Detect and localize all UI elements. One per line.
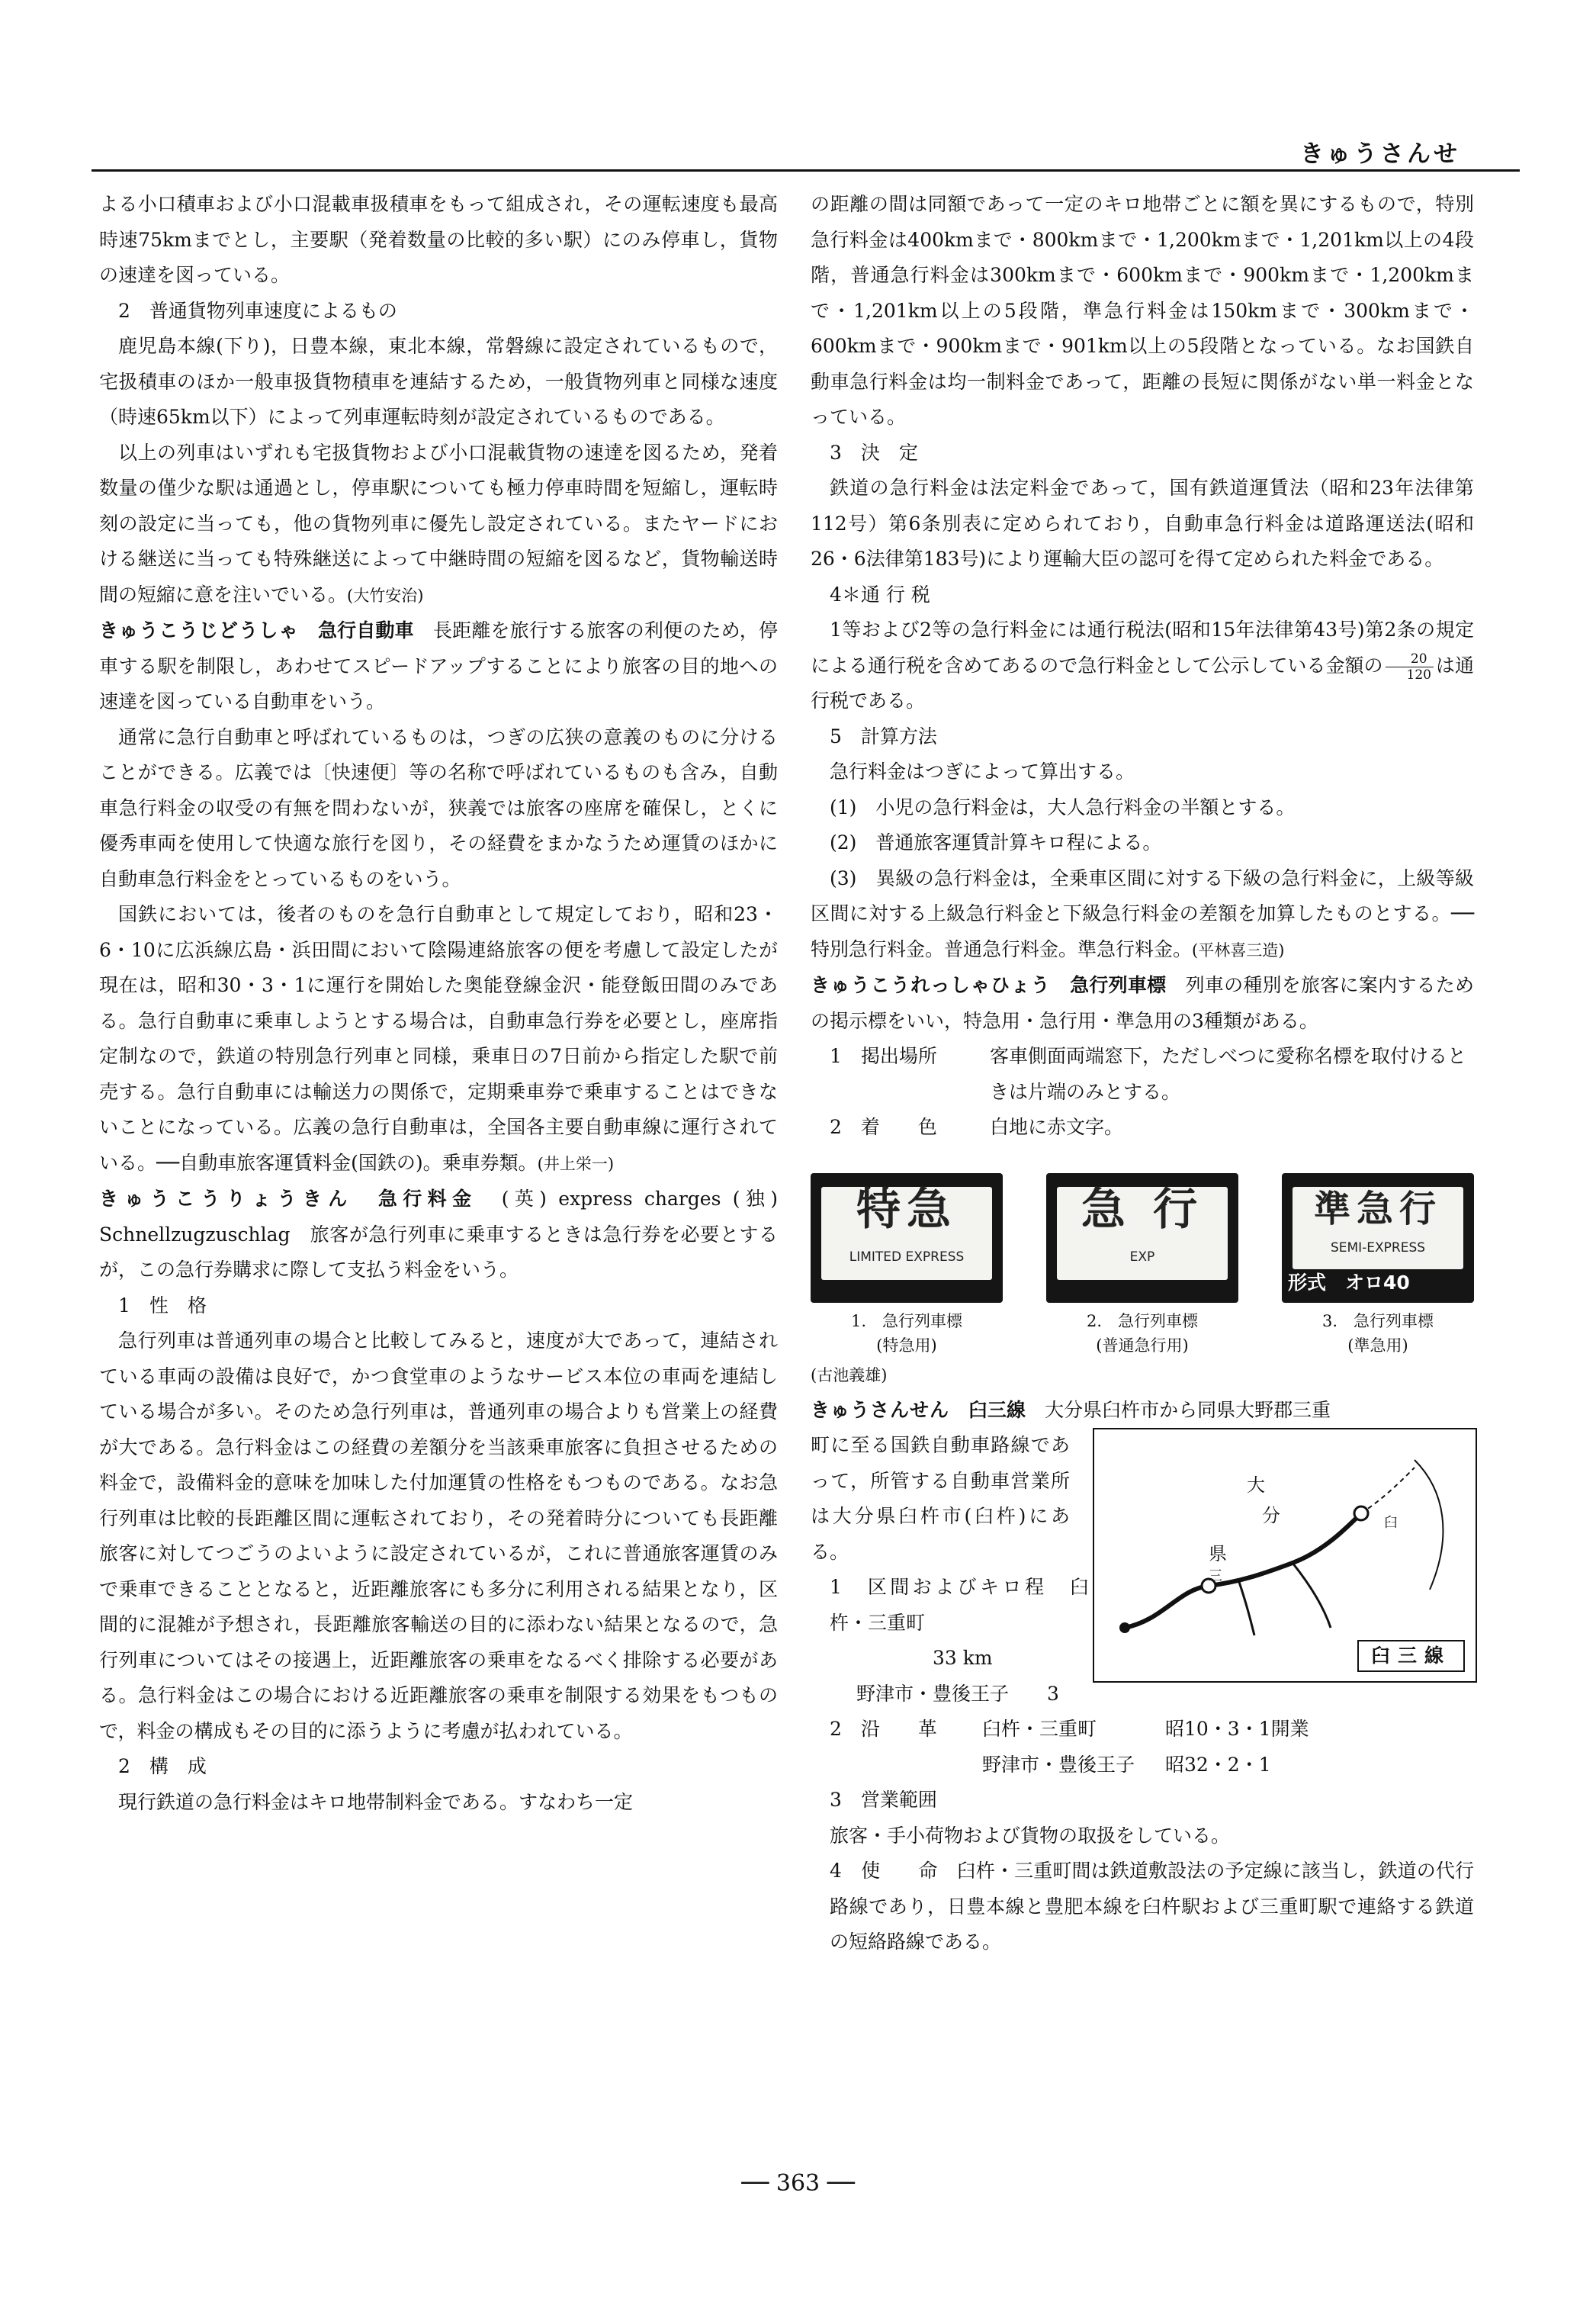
section-heading: 1 区間およびキロ程 臼杵・三重町 bbox=[830, 1576, 1089, 1634]
author-citation: (井上栄一) bbox=[537, 1154, 615, 1173]
detail-label: 1 掲出場所 bbox=[830, 1045, 937, 1067]
paragraph: 鹿児島本線(下り)，日豊本線，東北本線，常磐線に設定されているもので，宅扱積車のほか一般車扱貨物積車を連結するため，一般貨物列車と同様な速度（時速65km以下）によって列車運転時刻が設定されているものである。 bbox=[99, 335, 778, 428]
paragraph: 旅客・手小荷物および貨物の取扱をしている。 bbox=[830, 1824, 1231, 1847]
entry-headword-kanji: 急行自動車 bbox=[317, 619, 414, 641]
author-citation: (大竹安治) bbox=[347, 586, 424, 605]
detail-text: 客車側面両端窓下，ただしべつに愛称名標を取付けるときは片端のみとする。 bbox=[990, 1045, 1467, 1103]
distance-row: 野津市・豊後王子 3 bbox=[856, 1682, 1059, 1705]
paragraph: 以上の列車はいずれも宅扱貨物および小口混載貨物の速達を図るため，発着数量の僅少な駅は通過とし，停車駅についても極力停車時間を短縮し，運転時刻の設定に当っても，他の貨物列車に優先し設定されている。またヤードにおける継送に当っても特殊継送によって中継時間の短縮を図るなど，貨物輸送時間の短縮に意を注いでいる。(大竹安治) bbox=[99, 441, 778, 606]
author-citation: (古池義雄) bbox=[811, 1365, 888, 1384]
history-route: 野津市・豊後王子 bbox=[982, 1753, 1135, 1776]
photo-caption: 3. 急行列車標 (準急用) bbox=[1321, 1311, 1434, 1355]
entry-kyuko-jidosha bbox=[99, 613, 778, 720]
paragraph: の距離の間は同額であって一定のキロ地帯ごとに額を異にするもので，特別急行料金は400kmまで・800kmまで・1,200kmまで・1,201km以上の4段階，普通急行料金は300kmまで・600kmまで・900kmまで・1,200kmまで・1,201km以上の5段階，準急行料金は150kmまで・300kmまで・600kmまで・900kmまで・901km以上の5段階となっている。なお国鉄自動車急行料金は均一制料金であって，距離の長短に関係がない単一料金となっている。 bbox=[811, 193, 1474, 428]
entry-definition: 列車の種別を旅客に案内するための掲示標をいい，特急用・急行用・準急用の3種類がある。 bbox=[811, 974, 1474, 1032]
paragraph: 1等および2等の急行料金には通行税法(昭和15年法律第43号)第2条の規定による通行税を含めてあるので急行料金として公示している金額の $\frac{20}{120}$ は通行税である。 bbox=[811, 619, 1474, 712]
photo-junkyu bbox=[1282, 1173, 1474, 1358]
history-date: 昭10・3・1開業 bbox=[1165, 1718, 1309, 1740]
history-label: 2 沿 革 bbox=[830, 1718, 937, 1740]
entry-headword-kana: きゅうさんせん bbox=[811, 1398, 950, 1421]
detail-label: 2 着 色 bbox=[830, 1116, 937, 1138]
entry-headword-kana: きゅうこうりょうきん bbox=[99, 1188, 354, 1210]
entry-definition: 長距離を旅行する旅客の利便のため，停車する駅を制限し，あわせてスピードアップすることにより旅客の目的地への速達を図っている自動車をいう。 bbox=[99, 619, 778, 712]
entry-headword-kana: きゅうこうれっしゃひょう bbox=[811, 974, 1051, 996]
section-heading: 5 計算方法 bbox=[830, 725, 937, 748]
fraction: $\frac{20}{120}$ bbox=[1386, 651, 1434, 683]
list-item: (2) 普通旅客運賃計算キロ程による。 bbox=[830, 831, 1162, 854]
route-map bbox=[1093, 1428, 1477, 1683]
history-row bbox=[811, 1712, 1474, 1748]
detail-text: 白地に赤文字。 bbox=[990, 1116, 1124, 1138]
section-heading: 1 性 格 bbox=[118, 1294, 207, 1317]
page-number: ── 363 ── bbox=[741, 2170, 855, 2197]
entry-headword-kana: きゅうこうじどうしゃ bbox=[99, 619, 299, 641]
history-row bbox=[811, 1748, 1474, 1783]
map-title: 臼三線 bbox=[1357, 1640, 1465, 1672]
sign-photo: 準急行 SEMI-EXPRESS 形式 オロ40 bbox=[1282, 1173, 1474, 1303]
paragraph: 町に至る国鉄自動車路線であって，所管する自動車営業所は大分県臼杵市(臼杵)にある。 bbox=[811, 1434, 1070, 1563]
paragraph: 現行鉄道の急行料金はキロ地帯制料金である。すなわち一定 bbox=[118, 1790, 634, 1813]
history-date: 昭32・2・1 bbox=[1165, 1753, 1271, 1776]
left-column bbox=[99, 187, 778, 1820]
photo-tokkyu bbox=[811, 1173, 1003, 1358]
photo-caption: 1. 急行列車標 (特急用) bbox=[850, 1311, 963, 1355]
map-place-label: 大 bbox=[1247, 1474, 1265, 1496]
running-head: きゅうさんせ bbox=[1300, 140, 1460, 168]
photo-caption: 2. 急行列車標 (普通急行用) bbox=[1086, 1311, 1199, 1355]
paragraph: 4 使 命 臼杵・三重町間は鉄道敷設法の予定線に該当し，鉄道の代行路線であり，日豊本線と豊肥本線を臼杵駅および三重町駅で連絡する鉄道の短絡路線である。 bbox=[830, 1860, 1474, 1953]
section-heading: 3 営業範囲 bbox=[830, 1789, 937, 1811]
photo-kyuko bbox=[1046, 1173, 1238, 1358]
paragraph: 急行料金はつぎによって算出する。 bbox=[830, 760, 1135, 783]
sign-photo: 急 行 EXP bbox=[1046, 1173, 1238, 1303]
sign-photo: 特急 LIMITED EXPRESS bbox=[811, 1173, 1003, 1303]
paragraph: 通常に急行自動車と呼ばれているものは，つぎの広狭の意義のものに分けることができる。広義では〔快速便〕等の名称で呼ばれているものも含み，自動車急行料金の収受の有無を問わないが，狭義では旅客の座席を確保し，とくに優秀車両を使用して快適な旅行を図り，その経費をまかなうため運賃のほかに自動車急行料金をとっているものをいう。 bbox=[99, 725, 778, 890]
entry-definition: 大分県臼杵市から同県大野郡三重 bbox=[1045, 1398, 1331, 1421]
entry-headword-kanji: 急行料金 bbox=[377, 1188, 477, 1210]
history-route: 臼杵・三重町 bbox=[982, 1718, 1097, 1740]
entry-kyusan-sen bbox=[811, 1393, 1474, 1429]
section-heading: 2 構 成 bbox=[118, 1755, 207, 1777]
paragraph: 急行列車は普通列車の場合と比較してみると，速度が大であって，連結されている車両の設備は良好で，かつ食堂車のようなサービス本位の車両を連結している場合が多い。そのため急行列車は，普通列車の場合よりも営業上の経費が大である。急行料金はこの経費の差額分を当該乗車旅客に負担させるための料金で，設備料金的意味を加味した付加運賃の性格をもつものである。なお急行列車は比較的長距離区間に運転されており，その発着時分についても長距離旅客に対してつごうのよいように設定されているが，これに普通旅客運賃のみで乗車できることとなると，近距離旅客にも多分に利用される結果となり，区間的に混雑が予想され，長距離旅客輸送の目的に添わない結果となるので，急行列車についてはその接遇上，近距離旅客の乗車をなるべく排除する必要がある。急行料金はこの場合における近距離旅客の乗車を制限する効果をもつもので，料金の構成もその目的に添うように考慮が払われている。 bbox=[99, 1330, 778, 1742]
map-place-label: 三 bbox=[1209, 1568, 1222, 1584]
detail-row bbox=[811, 1039, 1474, 1110]
map-place-label: 県 bbox=[1209, 1543, 1227, 1564]
right-column bbox=[811, 187, 1474, 1960]
map-place-label: 臼 bbox=[1384, 1515, 1398, 1531]
paragraph: よる小口積車および小口混載車扱積車をもって組成され，その運転速度も最高時速75kmまでとし，主要駅（発着数量の比較的多い駅）にのみ停車し，貨物の速達を図っている。 bbox=[99, 193, 778, 286]
train-sign-photos bbox=[811, 1173, 1474, 1358]
paragraph: 国鉄においては，後者のものを急行自動車として規定しており，昭和23・6・10に広浜線広島・浜田間において陰陽連絡旅客の便を考慮して設定したが現在は，昭和30・3・1に運行を開始した奥能登線金沢・能登飯田間のみである。急行自動車に乗車しようとする場合は，自動車急行券を必要とし，座席指定制なので，鉄道の特別急行列車と同様，乗車日の7日前から指定した駅で前売する。急行自動車には輸送力の関係で，定期乗車券で乗車することはできないことになっている。広義の急行自動車は，全国各主要自動車線に運行されている。──自動車旅客運賃料金(国鉄の)。乗車券類。(井上栄一) bbox=[99, 903, 778, 1174]
section-heading: 4＊通 行 税 bbox=[830, 583, 930, 606]
header-rule bbox=[92, 169, 1520, 172]
section-heading: 3 決 定 bbox=[830, 441, 918, 464]
paragraph: 鉄道の急行料金は法定料金であって，国有鉄道運賃法（昭和23年法律第112号）第6条別表に定められており，自動車急行料金は道路運送法(昭和26・6法律第183号)により運輸大臣の認可を得て定められた料金である。 bbox=[811, 477, 1474, 570]
list-item: (1) 小児の急行料金は，大人急行料金の半額とする。 bbox=[830, 796, 1296, 818]
entry-definition: (英) express charges (独) Schnellzugzuschlag 旅客が急行列車に乗車するときは急行券を必要とするが，この急行券購求に際して支払う料金をいう。 bbox=[99, 1188, 778, 1281]
distance-value: 33 km bbox=[933, 1647, 993, 1669]
entry-kyuko-ryokin bbox=[99, 1182, 778, 1288]
author-citation: (平林喜三造) bbox=[1192, 940, 1285, 960]
entry-kyuko-ressha-hyo bbox=[811, 968, 1474, 1039]
entry-headword-kanji: 臼三線 bbox=[968, 1398, 1026, 1421]
entry-headword-kanji: 急行列車標 bbox=[1070, 974, 1167, 996]
map-place-label: 分 bbox=[1262, 1505, 1280, 1526]
detail-row bbox=[811, 1110, 1474, 1146]
list-item: (3) 異級の急行料金は，全乗車区間に対する下級の急行料金に，上級等級区間に対する上級急行料金と下級急行料金の差額を加算したものとする。──特別急行料金。普通急行料金。準急行料金。(平林喜三造) bbox=[811, 867, 1474, 960]
section-heading: 2 普通貨物列車速度によるもの bbox=[118, 299, 397, 322]
